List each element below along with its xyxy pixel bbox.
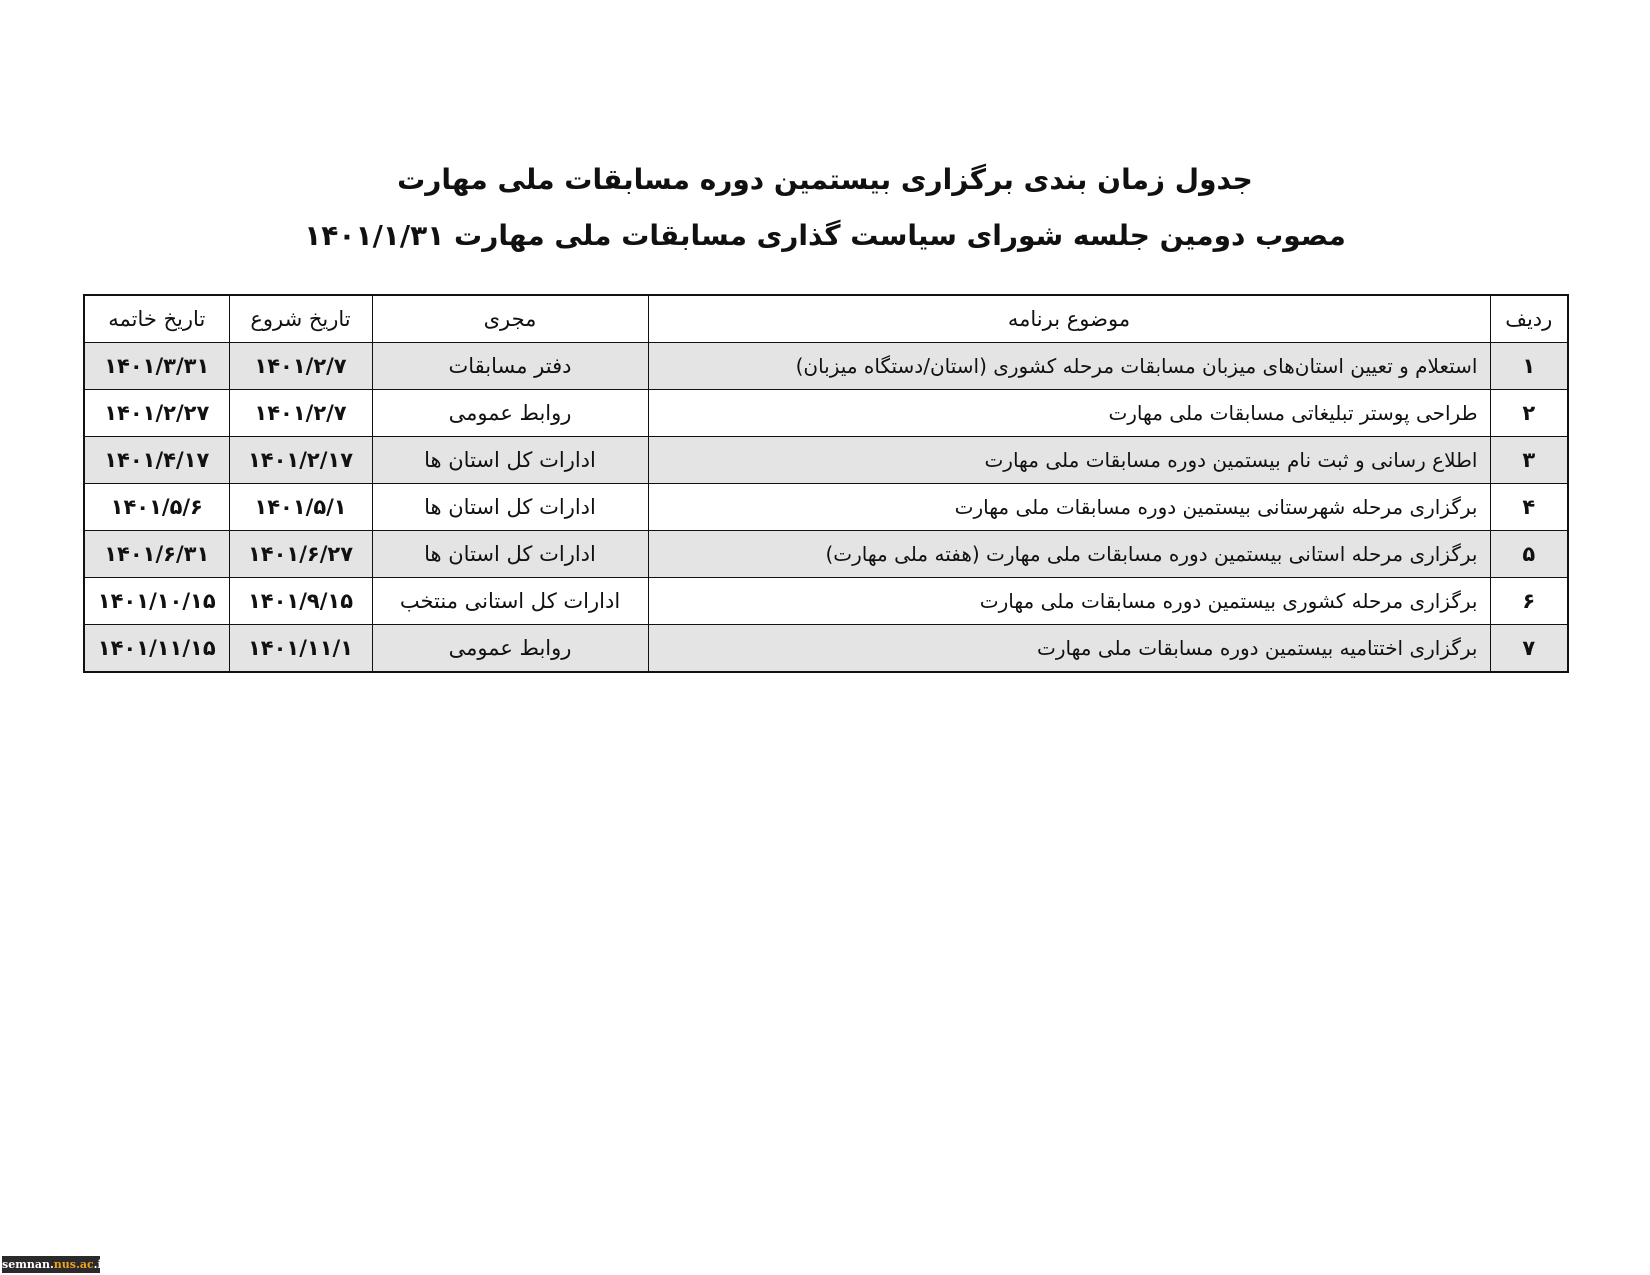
watermark-accent: nus.ac: [53, 1258, 94, 1271]
row-end-date: ۱۴۰۱/۲/۲۷: [84, 390, 229, 437]
header-start-date: تاریخ شروع: [229, 295, 372, 343]
header-subject: موضوع برنامه: [648, 295, 1490, 343]
table-header-row: [84, 295, 1568, 343]
table-row: [84, 578, 1568, 625]
row-executor: ادارات کل استانی منتخب: [372, 578, 648, 625]
row-number: ۳: [1490, 437, 1568, 484]
table-row: [84, 390, 1568, 437]
row-number: ۵: [1490, 531, 1568, 578]
row-subject: استعلام و تعیین استان‌های میزبان مسابقات مرحله کشوری (استان/دستگاه میزبان): [648, 343, 1490, 390]
table-row: [84, 484, 1568, 531]
table-row: [84, 437, 1568, 484]
row-number: ۲: [1490, 390, 1568, 437]
row-number: ۴: [1490, 484, 1568, 531]
site-watermark: [2, 1256, 108, 1273]
row-executor: ادارات کل استان ها: [372, 437, 648, 484]
row-subject: اطلاع رسانی و ثبت نام بیستمین دوره مسابقات ملی مهارت: [648, 437, 1490, 484]
page-subtitle: مصوب دومین جلسه شورای سیاست گذاری مسابقات ملی مهارت ۱۴۰۱/۱/۳۱: [304, 219, 1346, 252]
row-executor: ادارات کل استان ها: [372, 484, 648, 531]
row-start-date: ۱۴۰۱/۲/۷: [229, 343, 372, 390]
row-executor: دفتر مسابقات: [372, 343, 648, 390]
row-executor: روابط عمومی: [372, 390, 648, 437]
row-start-date: ۱۴۰۱/۲/۱۷: [229, 437, 372, 484]
table-row: [84, 531, 1568, 578]
row-start-date: ۱۴۰۱/۹/۱۵: [229, 578, 372, 625]
row-start-date: ۱۴۰۱/۲/۷: [229, 390, 372, 437]
header-row-number: ردیف: [1490, 295, 1568, 343]
row-end-date: ۱۴۰۱/۱۱/۱۵: [84, 625, 229, 673]
schedule-table: [83, 294, 1569, 673]
header-end-date: تاریخ خاتمه: [84, 295, 229, 343]
table-row: [84, 625, 1568, 673]
row-subject: برگزاری مرحله شهرستانی بیستمین دوره مسابقات ملی مهارت: [648, 484, 1490, 531]
row-number: ۶: [1490, 578, 1568, 625]
row-end-date: ۱۴۰۱/۴/۱۷: [84, 437, 229, 484]
row-subject: برگزاری اختتامیه بیستمین دوره مسابقات ملی مهارت: [648, 625, 1490, 673]
row-end-date: ۱۴۰۱/۱۰/۱۵: [84, 578, 229, 625]
row-start-date: ۱۴۰۱/۵/۱: [229, 484, 372, 531]
row-subject: طراحی پوستر تبلیغاتی مسابقات ملی مهارت: [648, 390, 1490, 437]
page-title: جدول زمان بندی برگزاری بیستمین دوره مسابقات ملی مهارت: [397, 163, 1253, 196]
watermark-suffix: .ir: [93, 1258, 108, 1271]
row-end-date: ۱۴۰۱/۳/۳۱: [84, 343, 229, 390]
row-start-date: ۱۴۰۱/۱۱/۱: [229, 625, 372, 673]
row-number: ۱: [1490, 343, 1568, 390]
row-end-date: ۱۴۰۱/۵/۶: [84, 484, 229, 531]
row-subject: برگزاری مرحله کشوری بیستمین دوره مسابقات ملی مهارت: [648, 578, 1490, 625]
table-row: [84, 343, 1568, 390]
watermark-prefix: semnan.: [2, 1258, 54, 1271]
row-end-date: ۱۴۰۱/۶/۳۱: [84, 531, 229, 578]
row-executor: ادارات کل استان ها: [372, 531, 648, 578]
row-executor: روابط عمومی: [372, 625, 648, 673]
row-subject: برگزاری مرحله استانی بیستمین دوره مسابقات ملی مهارت (هفته ملی مهارت): [648, 531, 1490, 578]
header-executor: مجری: [372, 295, 648, 343]
row-start-date: ۱۴۰۱/۶/۲۷: [229, 531, 372, 578]
row-number: ۷: [1490, 625, 1568, 673]
